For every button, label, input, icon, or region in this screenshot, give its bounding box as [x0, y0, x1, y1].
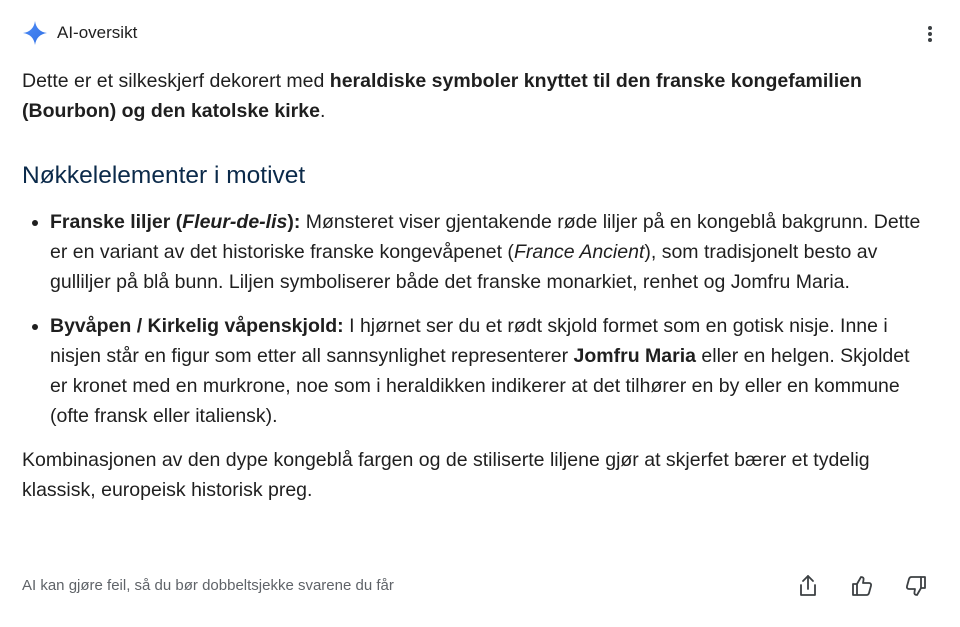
list-item: [50, 311, 928, 431]
bullet-text: ), som tradisjonelt besto av gulliljer på blå bunn. Liljen symboliserer både det franske monarkiet, renhet og Jomfru Maria.: [50, 241, 878, 293]
more-vertical-icon: [927, 25, 933, 43]
bullet-label: Franske liljer (Fleur-de-lis):: [50, 211, 301, 233]
list-item: [50, 207, 928, 297]
share-button[interactable]: [794, 572, 822, 600]
thumbs-down-icon: [904, 574, 928, 598]
header-title: AI-oversikt: [57, 23, 138, 42]
overview-content: [22, 66, 928, 505]
feedback-actions: [794, 572, 930, 600]
intro-text: Dette er et silkeskjerf dekorert med: [22, 70, 330, 92]
share-icon: [797, 574, 819, 598]
bullet-text: I hjørnet ser du et rødt skjold formet som en gotisk nisje. Inne i nisjen står en figur som etter all sannsynlighet representerer: [50, 315, 888, 367]
bullet-italic: France Ancient: [513, 241, 645, 263]
closing-paragraph: Kombinasjonen av den dype kongeblå fargen og de stiliserte liljene gjør at skjerfet bærer et tydelig klassisk, europeisk historisk preg.: [22, 449, 870, 501]
intro-text-end: .: [319, 100, 326, 122]
thumbs-down-button[interactable]: [902, 572, 930, 600]
bullet-text: Mønsteret viser gjentakende røde liljer på en kongeblå bakgrunn. Dette er en variant av det historiske franske kongevåpenet (: [50, 211, 921, 263]
key-elements-list: [22, 207, 928, 431]
ai-overview-header: [22, 19, 137, 47]
section-heading: Nøkkelelementer i motivet: [22, 162, 306, 189]
thumbs-up-icon: [850, 574, 874, 598]
more-options-button[interactable]: [918, 20, 942, 48]
bullet-bold: Jomfru Maria: [573, 345, 696, 367]
bullet-label: Byvåpen / Kirkelig våpenskjold:: [50, 315, 344, 337]
sparkle-icon: [22, 20, 48, 46]
disclaimer-text: AI kan gjøre feil, så du bør dobbeltsjekke svarene du får: [22, 577, 394, 594]
intro-paragraph: [22, 66, 928, 126]
intro-bold: heraldiske symboler knyttet til den franske kongefamilien (Bourbon) og den katolske kirke: [22, 70, 862, 122]
bullet-text: eller en helgen. Skjoldet er kronet med en murkrone, noe som i heraldikken indikerer at det tilhører en by eller en kommune (ofte fransk eller italiensk).: [50, 345, 910, 427]
thumbs-up-button[interactable]: [848, 572, 876, 600]
